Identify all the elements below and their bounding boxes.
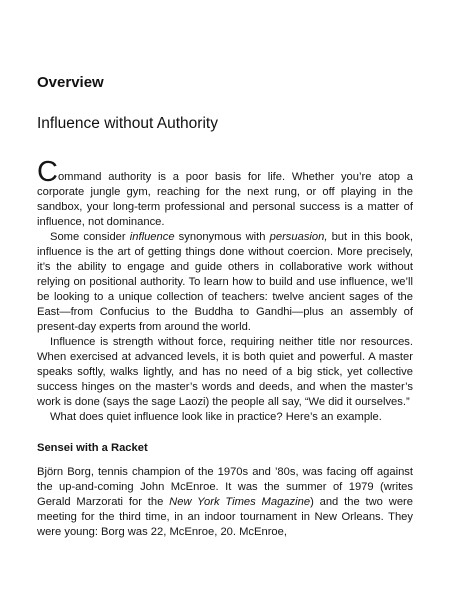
paragraph-4: What does quiet influence look like in practice? Here’s an example. [50, 411, 382, 423]
book-page [37, 0, 413, 600]
paragraph-5-text-a: Björn Borg, tennis champion of the 1970s and ’80s, was facing off against the up-and-coming John McEnroe. It was the summer of 1979 (writes Gerald Marzorati for the [37, 466, 413, 508]
paragraph-1-text: ommand authority is a poor basis for life. Whether you’re atop a corporate jungle gym, reaching for the next rung, or off playing in the sandbox, your long-term professional and personal success is a matter of influence, not dominance. [37, 171, 413, 228]
paragraph-2 [37, 230, 413, 335]
paragraph-3: Influence is strength without force, requiring neither title nor resources. When exercised at advanced levels, it is both quiet and powerful. A master speaks softly, walks lightly, and has no need of a big stick, yet collective success hinges on the master’s words and deeds, and when the master’s work is done (says the sage Laozi) the people all say, “We did it ourselves.” [37, 336, 413, 408]
paragraph-5 [37, 465, 413, 540]
paragraph-2-text-a: Some consider [50, 231, 130, 243]
drop-cap: C [37, 156, 58, 188]
section-heading: Overview [37, 74, 104, 91]
body-text [37, 156, 413, 540]
paragraph-5-text-c: ) and the two were meeting for the third time, in an indoor tournament in New Orleans. They were young: Borg was 22, McEnroe, 20. McEnroe, [37, 496, 413, 538]
paragraph-2-text-e: but in this book, influence is the art of getting things done without coercion. More precisely, it’s the ability to engage and guide others in collaborative work without relying on positional authority. To learn how to build and use influence, we’ll be looking to a unique collection of teachers: twelve ancient sages of the East—from Confucius to the Buddha to Gandhi—plus an assembly of present-day experts from around the world. [37, 231, 413, 333]
paragraph-2-text-c: synonymous with [174, 231, 270, 243]
subheading: Sensei with a Racket [37, 442, 148, 454]
paragraph-1 [37, 156, 413, 230]
italic-persuasion: persuasion, [269, 231, 328, 243]
italic-influence: influence [129, 231, 175, 243]
italic-publication: New York Times Magazine [169, 496, 311, 508]
chapter-title: Influence without Authority [37, 115, 218, 132]
